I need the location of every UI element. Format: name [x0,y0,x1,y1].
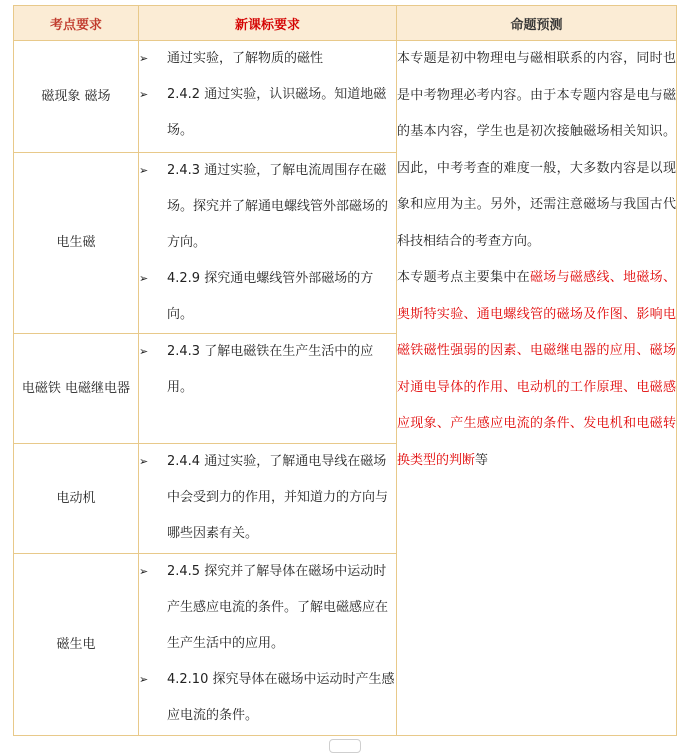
arrow-bullet-icon: ➢ [139,272,149,285]
header-row [14,6,677,41]
requirement-text: 2.4.4 通过实验，了解通电导线在磁场中会受到力的作用，并知道力的方向与哪些因素有关。 [167,454,389,541]
table-row [14,41,677,153]
header-requirements: 新课标要求 [139,6,397,41]
forecast-prefix: 本专题考点主要集中在 [397,270,530,285]
requirement-text: 4.2.10 探究导体在磁场中运动时产生感应电流的条件。 [167,672,395,723]
arrow-bullet-icon: ➢ [139,565,149,578]
list-item [139,41,396,77]
arrow-bullet-icon: ➢ [139,164,149,177]
arrow-bullet-icon: ➢ [139,52,149,65]
forecast-cell [397,41,677,736]
list-item [139,334,396,406]
page-control-button[interactable] [329,739,361,753]
requirement-cell [139,554,397,736]
topic-cell: 磁现象 磁场 [14,41,139,153]
forecast-paragraph-1: 本专题是初中物理电与磁相联系的内容，同时也是中考物理必考内容。由于本专题内容是电与磁的基本内容，学生也是初次接触磁场相关知识。因此，中考考查的难度一般，大多数内容是以现象和应用为主。另外，还需注意磁场与我国古代科技相结合的考查方向。 [397,51,676,249]
forecast-highlight: 磁场与磁感线、地磁场、奥斯特实验、通电螺线管的磁场及作图、影响电磁铁磁性强弱的因素、电磁继电器的应用、磁场对通电导体的作用、电动机的工作原理、电磁感应现象、产生感应电流的条件、发电机和电磁转换类型的判断 [397,270,676,468]
arrow-bullet-icon: ➢ [139,88,149,101]
requirement-cell [139,444,397,554]
arrow-bullet-icon: ➢ [139,673,149,686]
forecast-suffix: 等 [475,452,489,468]
forecast-paragraph-2 [397,260,676,479]
topic-cell: 电动机 [14,444,139,554]
requirement-text: 2.4.3 了解电磁铁在生产生活中的应用。 [167,344,374,395]
topic-cell: 电生磁 [14,153,139,334]
list-item [139,554,396,662]
requirement-text: 通过实验，了解物质的磁性 [167,51,324,66]
topic-cell: 电磁铁 电磁继电器 [14,334,139,444]
requirement-text: 4.2.9 探究通电螺线管外部磁场的方向。 [167,271,374,322]
requirement-cell [139,334,397,444]
requirement-text: 2.4.3 通过实验，了解电流周围存在磁场。探究并了解通电螺线管外部磁场的方向。 [167,163,389,250]
requirement-cell [139,153,397,334]
arrow-bullet-icon: ➢ [139,345,149,358]
list-item [139,153,396,261]
requirement-text: 2.4.5 探究并了解导体在磁场中运动时产生感应电流的条件。了解电磁感应在生产生活中的应用。 [167,564,389,651]
list-item [139,662,396,734]
arrow-bullet-icon: ➢ [139,455,149,468]
requirement-cell [139,41,397,153]
syllabus-table [13,5,677,736]
list-item [139,444,396,552]
header-forecast: 命题预测 [397,6,677,41]
header-topic: 考点要求 [14,6,139,41]
list-item [139,261,396,333]
list-item [139,77,396,149]
requirement-text: 2.4.2 通过实验，认识磁场。知道地磁场。 [167,87,387,138]
topic-cell: 磁生电 [14,554,139,736]
